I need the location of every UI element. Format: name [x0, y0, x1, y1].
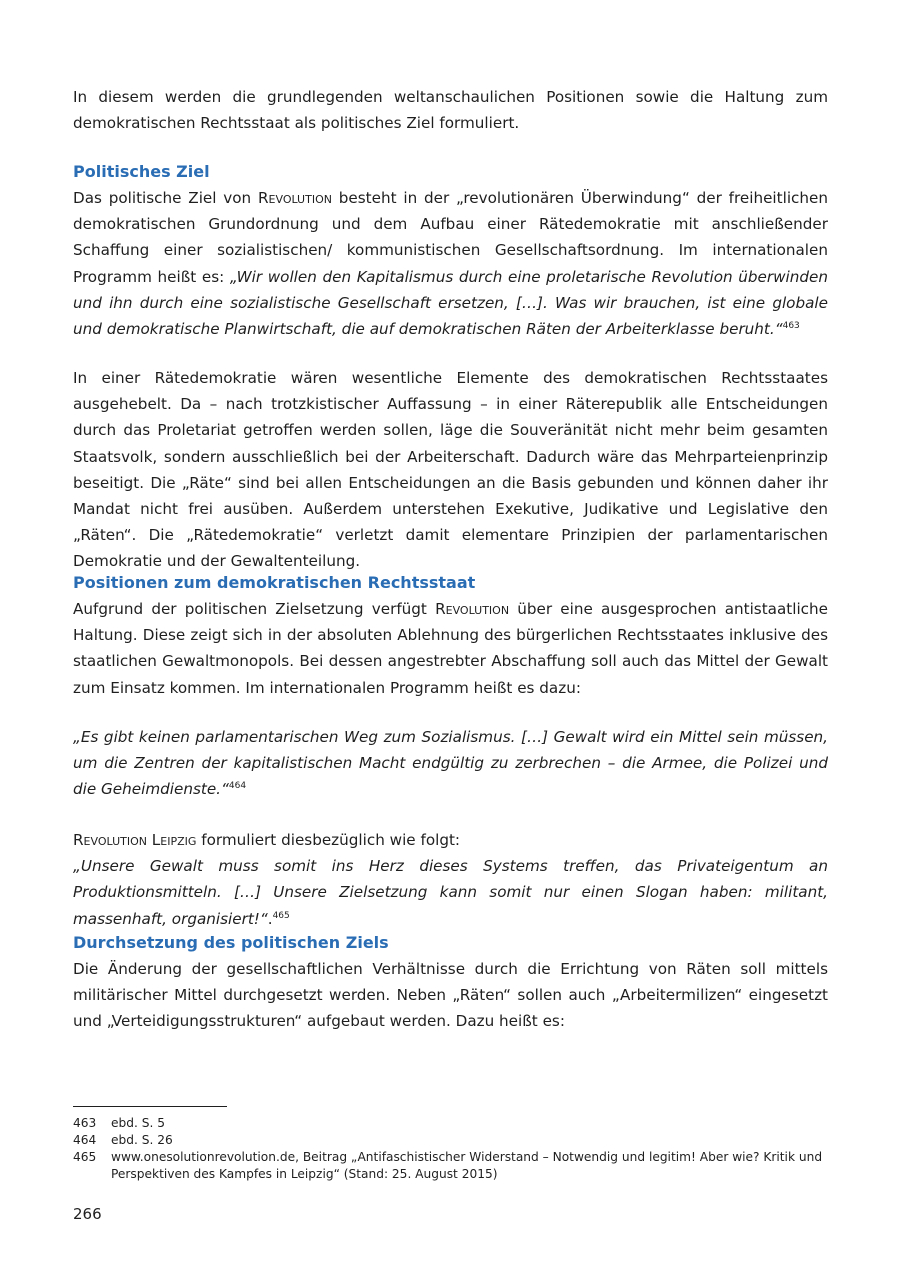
raetedemokratie-paragraph: In einer Rätedemokratie wären wesentliche Elemente des demokratischen Rechtsstaates ausgehebelt. Da – nach trotzkistischer Auffassung – in einer Räterepublik alle Entscheidungen durch das Proletariat getroffen werden sollen, läge die Souveränität nicht mehr beim gesamten Staatsvolk, sondern ausschließlich bei der Arbeiterschaft. Dadurch wäre das Mehrparteienprinzip beseitigt. Die „Räte“ sind bei allen Entscheidungen an die Basis gebunden und können daher ihr Mandat nicht frei ausüben. Außerdem unterstehen Exekutive, Judikative und Legislative den „Räten“. Die „Rätedemokratie“ verletzt damit elementare Prinzipien der parlamentarischen Demokratie und der Gewaltenteilung. — [73, 369, 828, 571]
heading-politisches-ziel: Politisches Ziel — [73, 162, 210, 181]
intro-paragraph: In diesem werden die grundlegenden weltanschaulichen Positionen sowie die Haltung zum demokratischen Rechtsstaat als politisches Ziel formuliert. — [73, 88, 828, 133]
footnote-item: 465 www.onesolutionrevolution.de, Beitrag „Antifaschistischer Widerstand – Notwendig und legitim! Aber wie? Kritik und Perspektiven des Kampfes in Leipzig“ (Stand: 25. August 2015) — [73, 1150, 823, 1181]
politisches-ziel-paragraph: Das politische Ziel von Revolution besteht in der „revolutionären Überwindung“ der freiheitlichen demokratischen Grundordnung und dem Aufbau einer Rätedemokratie mit anschließender Schaffung einer sozialistischen/ kommunistischen Gesellschaftsordnung. Im internationalen Programm heißt es: „Wir wollen den Kapitalismus durch eine proletarische Revolution überwinden und ihn durch eine sozialistische Gesellschaft ersetzen, […]. Was wir brauchen, ist eine globale und demokratische Planwirtschaft, die auf demokratischen Räten der Arbeiterklasse beruht.“$^{463}$ — [73, 189, 828, 339]
leipzig-paragraph: Revolution Leipzig formuliert diesbezüglich wie folgt: „Unsere Gewalt muss somit ins Herz dieses Systems treffen, das Privateigentum an Produktionsmitteln. […] Unsere Zielsetzung kann somit nur einen Slogan haben: militant, massenhaft, organisiert!“.$^{465}$ — [73, 831, 828, 928]
footnote-ref: 464 — [228, 781, 247, 792]
footnote-ref: 463 — [782, 320, 800, 331]
footnote-divider — [73, 1106, 227, 1107]
blockquote-program: „Es gibt keinen parlamentarischen Weg zum Sozialismus. […] Gewalt wird ein Mittel sein müssen, um die Zentren der kapitalistischen Macht endgültig zu zerbrechen – die Armee, die Polizei und die Geheimdienste.“$^{464}$ — [73, 728, 828, 799]
org-name: Revolution — [257, 189, 332, 207]
org-name-leipzig: Revolution Leipzig — [73, 831, 197, 849]
heading-durchsetzung: Durchsetzung des politischen Ziels — [73, 933, 389, 952]
heading-positionen-rechtsstaat: Positionen zum demokratischen Rechtsstaat — [73, 573, 476, 592]
footnote-item: 464 ebd. S. 26 — [73, 1133, 173, 1147]
footnote-ref: 465 — [272, 910, 290, 921]
leipzig-quote: „Unsere Gewalt muss somit ins Herz dieses Systems treffen, das Privateigentum an Produktionsmitteln. […] Unsere Zielsetzung kann somit nur einen Slogan haben: militant, massenhaft, organisiert!“ — [73, 857, 828, 928]
footnotes — [73, 1115, 828, 1183]
org-name: Revolution — [435, 600, 510, 618]
page-number: 266 — [73, 1205, 102, 1223]
durchsetzung-paragraph: Die Änderung der gesellschaftlichen Verhältnisse durch die Errichtung von Räten soll mittels militärischer Mittel durchgesetzt werden. Neben „Räten“ sollen auch „Arbeitermilizen“ eingesetzt und „Verteidigungsstrukturen“ aufgebaut werden. Dazu heißt es: — [73, 960, 828, 1031]
footnote-item: 463 ebd. S. 5 — [73, 1116, 165, 1130]
positionen-paragraph: Aufgrund der politischen Zielsetzung verfügt Revolution über eine ausgesprochen antistaatliche Haltung. Diese zeigt sich in der absoluten Ablehnung des bürgerlichen Rechtsstaates inklusive des staatlichen Gewaltmonopols. Bei dessen angestrebter Abschaffung soll auch das Mittel der Gewalt zum Einsatz kommen. Im internationalen Programm heißt es dazu: — [73, 600, 828, 697]
program-quote: „Wir wollen den Kapitalismus durch eine proletarische Revolution überwinden und ihn durch eine sozialistische Gesellschaft ersetzen, […]. Was wir brauchen, ist eine globale und demokratische Planwirtschaft, die auf demokratischen Räten der Arbeiterklasse beruht.“ — [73, 267, 828, 339]
